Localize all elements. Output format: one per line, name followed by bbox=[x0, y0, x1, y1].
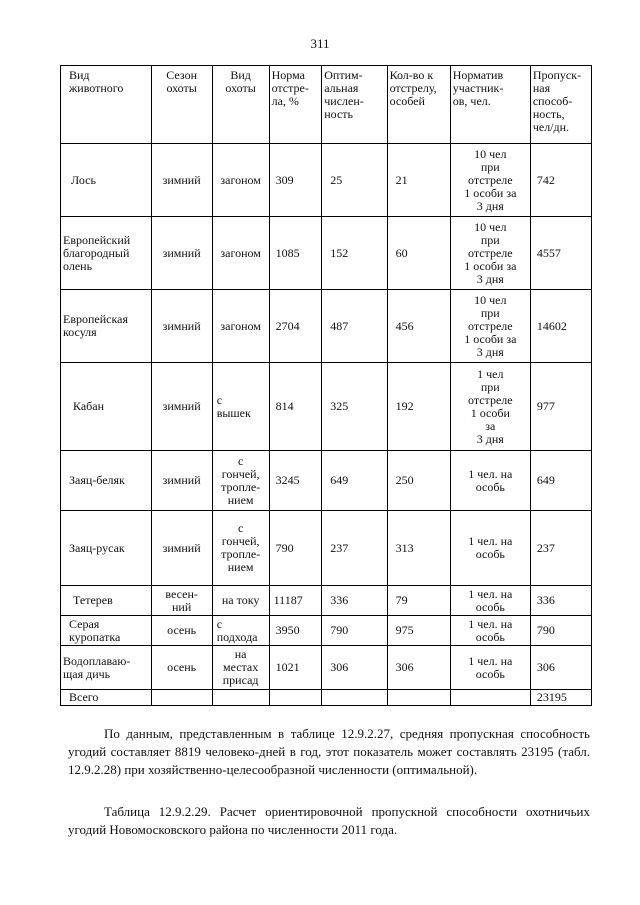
cell-hunt-type: загоном bbox=[212, 217, 269, 290]
cell-total-capacity: 23195 bbox=[530, 690, 591, 706]
cell-norm: 1085 bbox=[269, 217, 322, 290]
table-caption: Таблица 12.9.2.29. Расчет ориентировочной пропускной способности охотничьих угодий Новомосковского района по численности 2011 года. bbox=[68, 804, 590, 837]
hunting-capacity-table bbox=[60, 65, 592, 706]
summary-paragraph: По данным, представленным в таблице 12.9.2.27, средняя пропускная способность угодий составляет 8819 человеко-дней в год, этот показатель может составлять 23195 (табл. 12.9.2.28) при хозяйственно-целесообразной численности (оптимальной). bbox=[68, 726, 590, 777]
cell-count: 313 bbox=[387, 511, 450, 586]
cell-participants: 1 чел. на особь bbox=[450, 586, 530, 616]
cell-empty bbox=[450, 690, 530, 706]
cell-hunt-type: с вышек bbox=[212, 363, 269, 451]
cell-animal: Лось bbox=[61, 144, 152, 217]
cell-count: 456 bbox=[387, 290, 450, 363]
cell-norm: 1021 bbox=[269, 646, 322, 690]
cell-optimal: 325 bbox=[322, 363, 387, 451]
table-row bbox=[61, 363, 592, 451]
cell-capacity: 306 bbox=[530, 646, 591, 690]
cell-hunt-type: с подхода bbox=[212, 616, 269, 646]
header-count: Кол-во к отстрелу, особей bbox=[387, 66, 450, 144]
header-hunt-type: Вид охоты bbox=[212, 66, 269, 144]
cell-capacity: 336 bbox=[530, 586, 591, 616]
cell-hunt-type: с гончей, тропле- нием bbox=[212, 451, 269, 511]
table-header-row bbox=[61, 66, 592, 144]
cell-participants: 1 чел. на особь bbox=[450, 451, 530, 511]
cell-hunt-type: с гончей, тропле- нием bbox=[212, 511, 269, 586]
cell-norm: 11187 bbox=[269, 586, 322, 616]
cell-count: 192 bbox=[387, 363, 450, 451]
cell-participants: 1 чел при отстреле 1 особи за 3 дня bbox=[450, 363, 530, 451]
cell-capacity: 977 bbox=[530, 363, 591, 451]
cell-norm: 309 bbox=[269, 144, 322, 217]
cell-season: осень bbox=[151, 646, 212, 690]
cell-empty bbox=[151, 690, 212, 706]
cell-empty bbox=[212, 690, 269, 706]
cell-participants: 1 чел. на особь bbox=[450, 511, 530, 586]
table-row bbox=[61, 511, 592, 586]
cell-hunt-type: загоном bbox=[212, 144, 269, 217]
cell-animal: Европейская косуля bbox=[61, 290, 152, 363]
cell-animal: Европейский благородный олень bbox=[61, 217, 152, 290]
cell-animal: Заяц-русак bbox=[61, 511, 152, 586]
cell-count: 21 bbox=[387, 144, 450, 217]
cell-capacity: 14602 bbox=[530, 290, 591, 363]
cell-season: весен- ний bbox=[151, 586, 212, 616]
cell-capacity: 742 bbox=[530, 144, 591, 217]
cell-season: зимний bbox=[151, 363, 212, 451]
cell-optimal: 306 bbox=[322, 646, 387, 690]
cell-norm: 3245 bbox=[269, 451, 322, 511]
cell-animal: Серая куропатка bbox=[61, 616, 152, 646]
cell-capacity: 790 bbox=[530, 616, 591, 646]
cell-participants: 10 чел при отстреле 1 особи за 3 дня bbox=[450, 217, 530, 290]
cell-count: 975 bbox=[387, 616, 450, 646]
table-row bbox=[61, 586, 592, 616]
cell-animal: Водоплаваю- щая дичь bbox=[61, 646, 152, 690]
cell-count: 60 bbox=[387, 217, 450, 290]
cell-season: зимний bbox=[151, 451, 212, 511]
cell-season: зимний bbox=[151, 511, 212, 586]
cell-capacity: 237 bbox=[530, 511, 591, 586]
cell-total-label: Всего bbox=[61, 690, 152, 706]
cell-count: 250 bbox=[387, 451, 450, 511]
cell-participants: 1 чел. на особь bbox=[450, 616, 530, 646]
table-row bbox=[61, 217, 592, 290]
cell-norm: 2704 bbox=[269, 290, 322, 363]
cell-animal: Тетерев bbox=[61, 586, 152, 616]
cell-optimal: 336 bbox=[322, 586, 387, 616]
cell-empty bbox=[387, 690, 450, 706]
cell-hunt-type: на местах присад bbox=[212, 646, 269, 690]
cell-count: 306 bbox=[387, 646, 450, 690]
header-season: Сезон охоты bbox=[151, 66, 212, 144]
header-animal: Вид животного bbox=[61, 66, 152, 144]
cell-animal: Заяц-беляк bbox=[61, 451, 152, 511]
cell-norm: 814 bbox=[269, 363, 322, 451]
cell-participants: 10 чел при отстреле 1 особи за 3 дня bbox=[450, 290, 530, 363]
cell-optimal: 649 bbox=[322, 451, 387, 511]
cell-optimal: 25 bbox=[322, 144, 387, 217]
page-number: 311 bbox=[310, 36, 330, 51]
table-row bbox=[61, 290, 592, 363]
header-participants: Норматив участник- ов, чел. bbox=[450, 66, 530, 144]
cell-season: зимний bbox=[151, 217, 212, 290]
cell-season: осень bbox=[151, 616, 212, 646]
table-row bbox=[61, 144, 592, 217]
cell-empty bbox=[322, 690, 387, 706]
cell-hunt-type: на току bbox=[212, 586, 269, 616]
cell-capacity: 649 bbox=[530, 451, 591, 511]
cell-optimal: 790 bbox=[322, 616, 387, 646]
table-row bbox=[61, 451, 592, 511]
cell-capacity: 4557 bbox=[530, 217, 591, 290]
cell-norm: 3950 bbox=[269, 616, 322, 646]
table-row bbox=[61, 646, 592, 690]
cell-season: зимний bbox=[151, 290, 212, 363]
table-row bbox=[61, 616, 592, 646]
header-norm: Норма отстре- ла, % bbox=[269, 66, 322, 144]
cell-optimal: 487 bbox=[322, 290, 387, 363]
header-capacity: Пропуск- ная способ- ность, чел/дн. bbox=[530, 66, 591, 144]
cell-norm: 790 bbox=[269, 511, 322, 586]
cell-participants: 10 чел при отстреле 1 особи за 3 дня bbox=[450, 144, 530, 217]
cell-season: зимний bbox=[151, 144, 212, 217]
header-optimal: Оптим- альная числен- ность bbox=[322, 66, 387, 144]
cell-count: 79 bbox=[387, 586, 450, 616]
cell-hunt-type: загоном bbox=[212, 290, 269, 363]
table-total-row bbox=[61, 690, 592, 706]
cell-empty bbox=[269, 690, 322, 706]
cell-participants: 1 чел. на особь bbox=[450, 646, 530, 690]
cell-optimal: 237 bbox=[322, 511, 387, 586]
cell-animal: Кабан bbox=[61, 363, 152, 451]
cell-optimal: 152 bbox=[322, 217, 387, 290]
